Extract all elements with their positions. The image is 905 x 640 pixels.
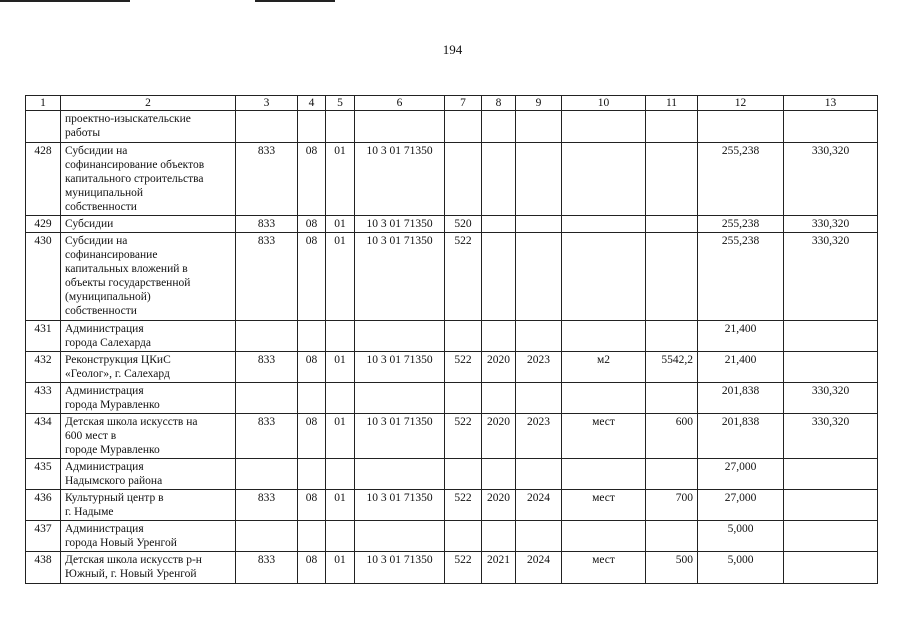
capacity-cell: 600 [646,414,698,459]
capacity-cell [646,216,698,233]
code-cell: 833 [236,216,298,233]
amount-cell: 5,000 [698,521,784,552]
amount-cell [784,490,878,521]
name-cell: Культурный центр в г. Надыме [61,490,236,521]
amount-cell [784,552,878,584]
end-year-cell [516,521,562,552]
table-row [26,233,878,321]
section-cell: 08 [298,490,326,521]
header-row [26,96,878,111]
section-cell: 08 [298,216,326,233]
amount-cell: 255,238 [698,143,784,216]
amount-cell: 330,320 [784,143,878,216]
code-cell: 833 [236,490,298,521]
capacity-cell [646,233,698,321]
expense-type-cell [445,383,482,414]
amount-cell: 201,838 [698,414,784,459]
expense-type-cell: 522 [445,352,482,383]
code-cell [236,459,298,490]
amount-cell: 330,320 [784,233,878,321]
table-row [26,414,878,459]
amount-cell: 27,000 [698,459,784,490]
capacity-cell [646,143,698,216]
end-year-cell: 2023 [516,414,562,459]
table-row [26,490,878,521]
name-cell: Администрация города Новый Уренгой [61,521,236,552]
section-cell [298,111,326,143]
section-cell: 08 [298,414,326,459]
subsection-cell [326,521,355,552]
header-cell: 7 [445,96,482,111]
unit-cell: мест [562,552,646,584]
expense-type-cell [445,321,482,352]
section-cell: 08 [298,552,326,584]
end-year-cell [516,216,562,233]
amount-cell: 255,238 [698,233,784,321]
capacity-cell [646,459,698,490]
amount-cell [784,459,878,490]
name-cell: Субсидии на софинансирование капитальных вложений в объекты государственной (муниципальной) собственности [61,233,236,321]
table-row [26,383,878,414]
amount-cell: 330,320 [784,383,878,414]
amount-cell: 21,400 [698,352,784,383]
amount-cell: 330,320 [784,414,878,459]
header-cell: 13 [784,96,878,111]
start-year-cell: 2020 [482,352,516,383]
table-row [26,552,878,584]
expense-type-cell [445,459,482,490]
capacity-cell [646,383,698,414]
unit-cell [562,216,646,233]
table-row [26,216,878,233]
code-cell: 833 [236,233,298,321]
expense-type-cell: 522 [445,552,482,584]
end-year-cell [516,111,562,143]
budget-table [25,95,878,584]
header-cell: 11 [646,96,698,111]
section-cell: 08 [298,233,326,321]
unit-cell: мест [562,490,646,521]
header-cell: 4 [298,96,326,111]
table-row [26,143,878,216]
top-rule-left [0,0,130,2]
capacity-cell: 500 [646,552,698,584]
table-row [26,459,878,490]
expense-type-cell: 522 [445,414,482,459]
header-cell: 10 [562,96,646,111]
section-cell [298,321,326,352]
unit-cell [562,233,646,321]
start-year-cell [482,383,516,414]
name-cell: Реконструкция ЦКиС «Геолог», г. Салехард [61,352,236,383]
subsection-cell: 01 [326,216,355,233]
subsection-cell: 01 [326,352,355,383]
section-cell [298,521,326,552]
target-article-cell: 10 3 01 71350 [355,233,445,321]
target-article-cell [355,111,445,143]
subsection-cell: 01 [326,552,355,584]
code-cell: 833 [236,352,298,383]
unit-cell [562,521,646,552]
table-row [26,321,878,352]
target-article-cell [355,521,445,552]
start-year-cell: 2020 [482,414,516,459]
amount-cell: 201,838 [698,383,784,414]
target-article-cell [355,383,445,414]
unit-cell [562,321,646,352]
unit-cell [562,383,646,414]
target-article-cell [355,321,445,352]
target-article-cell [355,459,445,490]
amount-cell: 255,238 [698,216,784,233]
name-cell: Субсидии на софинансирование объектов капитального строительства муниципальной собственности [61,143,236,216]
name-cell: Администрация Надымского района [61,459,236,490]
name-cell: Детская школа искусств р-н Южный, г. Новый Уренгой [61,552,236,584]
code-cell: 833 [236,414,298,459]
capacity-cell [646,321,698,352]
start-year-cell [482,459,516,490]
row-number-cell: 436 [26,490,61,521]
amount-cell: 330,320 [784,216,878,233]
header-cell: 6 [355,96,445,111]
unit-cell: мест [562,414,646,459]
code-cell [236,383,298,414]
expense-type-cell: 522 [445,233,482,321]
capacity-cell [646,111,698,143]
code-cell: 833 [236,552,298,584]
table-row [26,111,878,143]
start-year-cell [482,233,516,321]
top-rule-right [255,0,335,2]
header-cell: 3 [236,96,298,111]
table-row [26,352,878,383]
row-number-cell: 433 [26,383,61,414]
amount-cell [698,111,784,143]
target-article-cell: 10 3 01 71350 [355,490,445,521]
capacity-cell: 700 [646,490,698,521]
subsection-cell [326,459,355,490]
end-year-cell: 2023 [516,352,562,383]
expense-type-cell: 522 [445,490,482,521]
end-year-cell [516,143,562,216]
expense-type-cell: 520 [445,216,482,233]
name-cell: Детская школа искусств на 600 мест в городе Муравленко [61,414,236,459]
end-year-cell [516,383,562,414]
subsection-cell: 01 [326,233,355,321]
unit-cell [562,143,646,216]
start-year-cell [482,321,516,352]
start-year-cell [482,521,516,552]
section-cell: 08 [298,143,326,216]
unit-cell [562,459,646,490]
expense-type-cell [445,521,482,552]
target-article-cell: 10 3 01 71350 [355,352,445,383]
code-cell: 833 [236,143,298,216]
row-number-cell: 429 [26,216,61,233]
header-cell: 1 [26,96,61,111]
table-row [26,521,878,552]
row-number-cell [26,111,61,143]
amount-cell [784,321,878,352]
code-cell [236,321,298,352]
row-number-cell: 438 [26,552,61,584]
target-article-cell: 10 3 01 71350 [355,414,445,459]
end-year-cell: 2024 [516,490,562,521]
amount-cell: 5,000 [698,552,784,584]
header-cell: 12 [698,96,784,111]
row-number-cell: 435 [26,459,61,490]
name-cell: Администрация города Муравленко [61,383,236,414]
end-year-cell [516,321,562,352]
target-article-cell: 10 3 01 71350 [355,552,445,584]
row-number-cell: 431 [26,321,61,352]
row-number-cell: 437 [26,521,61,552]
name-cell: проектно-изыскательские работы [61,111,236,143]
unit-cell [562,111,646,143]
section-cell [298,459,326,490]
subsection-cell [326,383,355,414]
capacity-cell [646,521,698,552]
code-cell [236,111,298,143]
header-cell: 9 [516,96,562,111]
row-number-cell: 432 [26,352,61,383]
start-year-cell [482,216,516,233]
start-year-cell: 2021 [482,552,516,584]
subsection-cell [326,321,355,352]
subsection-cell: 01 [326,490,355,521]
table-body [26,111,878,584]
end-year-cell: 2024 [516,552,562,584]
target-article-cell: 10 3 01 71350 [355,143,445,216]
start-year-cell [482,111,516,143]
code-cell [236,521,298,552]
header-cell: 2 [61,96,236,111]
name-cell: Субсидии [61,216,236,233]
amount-cell: 21,400 [698,321,784,352]
row-number-cell: 430 [26,233,61,321]
start-year-cell: 2020 [482,490,516,521]
end-year-cell [516,459,562,490]
amount-cell: 27,000 [698,490,784,521]
expense-type-cell [445,143,482,216]
expense-type-cell [445,111,482,143]
row-number-cell: 428 [26,143,61,216]
subsection-cell [326,111,355,143]
target-article-cell: 10 3 01 71350 [355,216,445,233]
page-number: 194 [442,42,463,57]
capacity-cell: 5542,2 [646,352,698,383]
amount-cell [784,352,878,383]
header-cell: 8 [482,96,516,111]
section-cell: 08 [298,352,326,383]
row-number-cell: 434 [26,414,61,459]
amount-cell [784,111,878,143]
end-year-cell [516,233,562,321]
name-cell: Администрация города Салехарда [61,321,236,352]
amount-cell [784,521,878,552]
subsection-cell: 01 [326,414,355,459]
header-cell: 5 [326,96,355,111]
unit-cell: м2 [562,352,646,383]
section-cell [298,383,326,414]
start-year-cell [482,143,516,216]
subsection-cell: 01 [326,143,355,216]
